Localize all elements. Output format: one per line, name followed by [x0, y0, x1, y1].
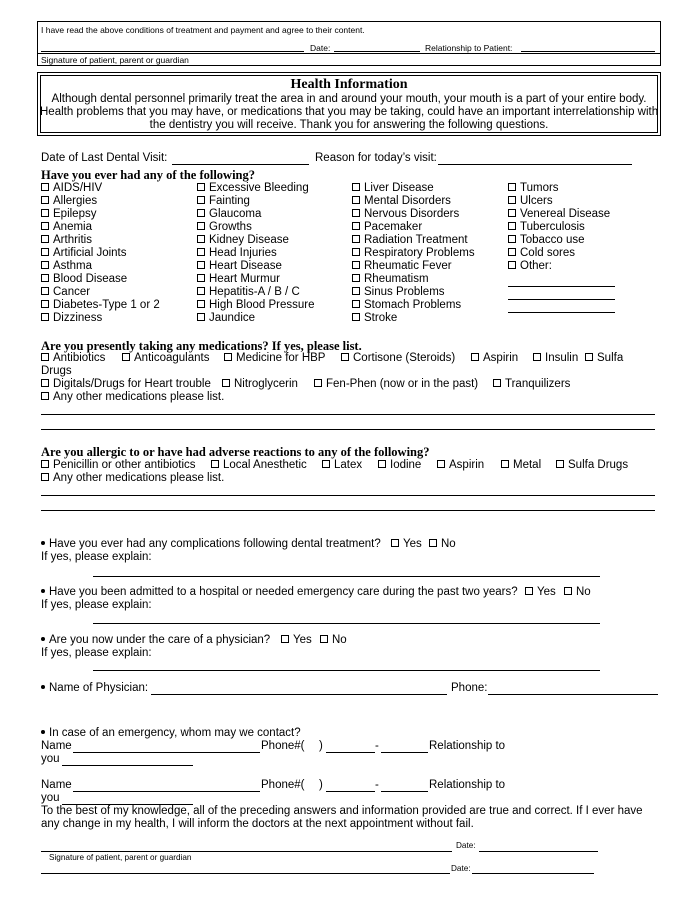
medication-label: Aspirin: [483, 352, 519, 364]
allergy-label: Iodine: [390, 459, 422, 471]
last-visit-field[interactable]: [172, 164, 309, 165]
medication-aspirin-checkbox[interactable]: [471, 352, 518, 364]
condition-diabetes-type-1-or-2-checkbox[interactable]: [41, 299, 160, 311]
emergency-question-text: In case of an emergency, whom may we contact?: [49, 727, 301, 739]
checkbox-icon[interactable]: [341, 353, 349, 361]
allergy-penicillin-or-other-antibiotics-checkbox[interactable]: [41, 459, 196, 471]
signature-label: Signature of patient, parent or guardian: [49, 853, 192, 862]
condition-label: Stomach Problems: [364, 299, 462, 311]
medication-cortisone-steroids-checkbox[interactable]: [341, 352, 455, 364]
condition-sinus-problems-checkbox[interactable]: [352, 286, 445, 298]
medication-label: Fen-Phen (now or in the past): [326, 378, 479, 390]
q2-explain-field[interactable]: [93, 623, 600, 624]
consent-statement: I have read the above conditions of treatment and payment and agree to their content.: [41, 25, 365, 35]
condition-ulcers-checkbox[interactable]: [508, 195, 553, 207]
checkbox-icon[interactable]: [41, 379, 49, 387]
health-info-intro-line-2: Health problems that you may have, or medications that you may be taking, could have an important interrelationship with: [40, 106, 659, 118]
declaration-line-1: To the best of my knowledge, all of the preceding answers and information provided are true and correct. If I ever have: [41, 805, 643, 817]
checkbox-icon[interactable]: [564, 587, 572, 595]
checkbox-icon[interactable]: [41, 392, 49, 400]
medication-label: Antibiotics: [53, 352, 106, 364]
condition-kidney-disease-checkbox[interactable]: [197, 234, 289, 246]
medication-other-label: Any other medications please list.: [53, 391, 225, 403]
checkbox-icon[interactable]: [378, 460, 386, 468]
q1-yes-checkbox[interactable]: [391, 538, 422, 550]
question-hospital: [41, 586, 518, 598]
checkbox-icon[interactable]: [508, 209, 516, 217]
condition-tumors-checkbox[interactable]: [508, 182, 559, 194]
contact-1-phone-dash: -: [375, 740, 379, 752]
contact-1-name-field[interactable]: [73, 752, 260, 753]
medication-label: Digitals/Drugs for Heart trouble: [53, 378, 211, 390]
medication-insulin-checkbox[interactable]: [533, 352, 578, 364]
condition-respiratory-problems-checkbox[interactable]: [352, 247, 475, 259]
condition-artificial-joints-checkbox[interactable]: [41, 247, 127, 259]
medication-sulfa-drugs-wrap: Drugs: [41, 365, 72, 377]
medication-nitroglycerin-checkbox[interactable]: [222, 378, 298, 390]
condition-label: Ulcers: [520, 195, 553, 207]
contact-1-relationship-label: Relationship to: [429, 740, 506, 752]
condition-pacemaker-checkbox[interactable]: [352, 221, 422, 233]
question-complications-text: Have you ever had any complications following dental treatment?: [49, 538, 381, 550]
contact-1-phone-line-field[interactable]: [381, 752, 428, 753]
condition-label: Blood Disease: [53, 273, 128, 285]
allergy-label: Local Anesthetic: [223, 459, 307, 471]
checkbox-icon[interactable]: [41, 313, 49, 321]
checkbox-icon[interactable]: [224, 353, 232, 361]
checkbox-icon[interactable]: [211, 460, 219, 468]
checkbox-icon[interactable]: [41, 196, 49, 204]
condition-excessive-bleeding-checkbox[interactable]: [197, 182, 309, 194]
q3-explain-label: If yes, please explain:: [41, 647, 152, 659]
checkbox-icon[interactable]: [41, 248, 49, 256]
condition-rheumatism-checkbox[interactable]: [352, 273, 429, 285]
allergy-aspirin-checkbox[interactable]: [437, 459, 484, 471]
condition-label: Cold sores: [520, 247, 575, 259]
physician-name-label-wrap: [41, 682, 148, 694]
checkbox-icon[interactable]: [429, 539, 437, 547]
contact-1-you-label: you: [41, 753, 60, 765]
condition-label: Hepatitis-A / B / C: [209, 286, 300, 298]
condition-growths-checkbox[interactable]: [197, 221, 252, 233]
q1-explain-label: If yes, please explain:: [41, 551, 152, 563]
condition-label: Liver Disease: [364, 182, 434, 194]
checkbox-icon[interactable]: [222, 379, 230, 387]
condition-label: Diabetes-Type 1 or 2: [53, 299, 160, 311]
condition-stomach-problems-checkbox[interactable]: [352, 299, 461, 311]
health-info-intro-line-3: the dentistry you will receive. Thank you for answering the following questions.: [149, 119, 549, 131]
medication-label: Medicine for HBP: [236, 352, 326, 364]
checkbox-icon[interactable]: [197, 287, 205, 295]
q2-explain-label: If yes, please explain:: [41, 599, 152, 611]
yes-label: Yes: [293, 634, 312, 646]
condition-label: Pacemaker: [364, 221, 423, 233]
condition-label: AIDS/HIV: [53, 182, 103, 194]
condition-jaundice-checkbox[interactable]: [197, 312, 255, 324]
q3-no-checkbox[interactable]: [320, 634, 347, 646]
contact-2-name-field[interactable]: [73, 791, 260, 792]
checkbox-icon[interactable]: [352, 300, 360, 308]
condition-asthma-checkbox[interactable]: [41, 260, 92, 272]
signature-1-date-field[interactable]: [479, 851, 598, 852]
medication-label: Insulin: [545, 352, 579, 364]
medication-fen-phen-now-or-in-the-past-checkbox[interactable]: [314, 378, 478, 390]
bullet-icon: [41, 685, 45, 689]
yes-label: Yes: [403, 538, 422, 550]
condition-label: Heart Murmur: [209, 273, 280, 285]
condition-label: Heart Disease: [209, 260, 282, 272]
condition-cold-sores-checkbox[interactable]: [508, 247, 575, 259]
condition-label: Radiation Treatment: [364, 234, 468, 246]
reason-field[interactable]: [438, 164, 632, 165]
bullet-icon: [41, 637, 45, 641]
signature-line-2[interactable]: [41, 873, 450, 874]
consent-date-label: Date:: [310, 43, 331, 53]
question-physician-care-text: Are you now under the care of a physician?: [49, 634, 271, 646]
allergy-label: Latex: [334, 459, 363, 471]
checkbox-icon[interactable]: [41, 209, 49, 217]
condition-glaucoma-checkbox[interactable]: [197, 208, 261, 220]
checkbox-icon[interactable]: [197, 235, 205, 243]
allergy-local-anesthetic-checkbox[interactable]: [211, 459, 307, 471]
checkbox-icon[interactable]: [525, 587, 533, 595]
condition-label: Rheumatism: [364, 273, 429, 285]
contact-2-phone-prefix-field[interactable]: [326, 791, 375, 792]
q2-no-checkbox[interactable]: [564, 586, 591, 598]
consent-divider: [37, 53, 661, 54]
condition-stroke-checkbox[interactable]: [352, 312, 397, 324]
physician-phone-field[interactable]: [488, 694, 658, 695]
no-label: No: [332, 634, 347, 646]
checkbox-icon[interactable]: [352, 248, 360, 256]
checkbox-icon[interactable]: [352, 222, 360, 230]
no-label: No: [441, 538, 456, 550]
checkbox-icon[interactable]: [41, 274, 49, 282]
condition-label: Epilepsy: [53, 208, 97, 220]
condition-arthritis-checkbox[interactable]: [41, 234, 92, 246]
condition-aids-hiv-checkbox[interactable]: [41, 182, 102, 194]
checkbox-icon[interactable]: [556, 460, 564, 468]
allergy-sulfa-drugs-checkbox[interactable]: [556, 459, 628, 471]
condition-label: High Blood Pressure: [209, 299, 315, 311]
other-condition-line-3[interactable]: [508, 312, 615, 313]
condition-label: Rheumatic Fever: [364, 260, 452, 272]
checkbox-icon[interactable]: [585, 353, 593, 361]
condition-label: Growths: [209, 221, 252, 233]
checkbox-icon[interactable]: [352, 274, 360, 282]
checkbox-icon[interactable]: [352, 235, 360, 243]
condition-other-checkbox[interactable]: [508, 260, 552, 272]
checkbox-icon[interactable]: [508, 196, 516, 204]
q3-explain-field[interactable]: [93, 670, 600, 671]
q1-explain-field[interactable]: [93, 576, 600, 577]
contact-1-relationship-field[interactable]: [62, 765, 193, 766]
contact-1-name-label: Name: [41, 740, 72, 752]
medication-label: Cortisone (Steroids): [353, 352, 456, 364]
condition-fainting-checkbox[interactable]: [197, 195, 250, 207]
checkbox-icon[interactable]: [197, 313, 205, 321]
medication-digitals-drugs-for-heart-trouble-checkbox[interactable]: [41, 378, 211, 390]
allergies-heading: Are you allergic to or have had adverse reactions to any of the following?: [41, 445, 430, 459]
condition-label: Dizziness: [53, 312, 103, 324]
checkbox-icon[interactable]: [197, 222, 205, 230]
condition-label: Mental Disorders: [364, 195, 451, 207]
condition-allergies-checkbox[interactable]: [41, 195, 97, 207]
contact-2-phone-label: Phone#(: [261, 779, 305, 791]
condition-venereal-disease-checkbox[interactable]: [508, 208, 610, 220]
condition-label: Jaundice: [209, 312, 256, 324]
checkbox-icon[interactable]: [533, 353, 541, 361]
condition-radiation-treatment-checkbox[interactable]: [352, 234, 468, 246]
checkbox-icon[interactable]: [41, 222, 49, 230]
condition-label: Tumors: [520, 182, 559, 194]
medication-label: Nitroglycerin: [234, 378, 298, 390]
question-complications: [41, 538, 381, 550]
checkbox-icon[interactable]: [493, 379, 501, 387]
condition-tuberculosis-checkbox[interactable]: [508, 221, 585, 233]
checkbox-icon[interactable]: [352, 196, 360, 204]
condition-label: Venereal Disease: [520, 208, 611, 220]
condition-label: Glaucoma: [209, 208, 262, 220]
yes-label: Yes: [537, 586, 556, 598]
allergy-iodine-checkbox[interactable]: [378, 459, 421, 471]
declaration-line-2: any change in my health, I will inform the doctors at the next appointment without fail.: [41, 818, 474, 830]
condition-tobacco-use-checkbox[interactable]: [508, 234, 585, 246]
condition-heart-murmur-checkbox[interactable]: [197, 273, 280, 285]
bullet-icon: [41, 589, 45, 593]
condition-head-injuries-checkbox[interactable]: [197, 247, 277, 259]
condition-label: Respiratory Problems: [364, 247, 475, 259]
condition-label: Cancer: [53, 286, 91, 298]
medication-sulfa-checkbox[interactable]: [585, 352, 623, 364]
medication-other-checkbox[interactable]: [41, 391, 224, 403]
consent-relationship-label: Relationship to Patient:: [425, 43, 513, 53]
condition-label: Kidney Disease: [209, 234, 289, 246]
allergy-metal-checkbox[interactable]: [501, 459, 541, 471]
checkbox-icon[interactable]: [41, 460, 49, 468]
condition-label: Tobacco use: [520, 234, 585, 246]
medication-anticoagulants-checkbox[interactable]: [122, 352, 209, 364]
health-info-intro-line-1: Although dental personnel primarily treat the area in and around your mouth, your mouth is a part of your entire body.: [51, 93, 647, 105]
contact-2-phone-dash: -: [375, 779, 379, 791]
bullet-icon: [41, 541, 45, 545]
consent-date-field[interactable]: [334, 51, 420, 52]
physician-name-label: Name of Physician:: [49, 682, 149, 694]
medication-label: Anticoagulants: [134, 352, 210, 364]
signature-line-1[interactable]: [41, 851, 452, 852]
condition-high-blood-pressure-checkbox[interactable]: [197, 299, 314, 311]
condition-label: Anemia: [53, 221, 92, 233]
condition-label: Other:: [520, 260, 552, 272]
consent-signature-label: Signature of patient, parent or guardian: [41, 55, 189, 65]
contact-1-phone-prefix-field[interactable]: [326, 752, 375, 753]
condition-dizziness-checkbox[interactable]: [41, 312, 102, 324]
condition-label: Artificial Joints: [53, 247, 127, 259]
contact-1-phone-label: Phone#(: [261, 740, 305, 752]
checkbox-icon[interactable]: [352, 313, 360, 321]
checkbox-icon[interactable]: [197, 196, 205, 204]
medication-tranquilizers-checkbox[interactable]: [493, 378, 570, 390]
checkbox-icon[interactable]: [197, 183, 205, 191]
checkbox-icon[interactable]: [352, 183, 360, 191]
medications-heading: Are you presently taking any medications? If yes, please list.: [41, 339, 362, 353]
condition-label: Fainting: [209, 195, 250, 207]
bullet-icon: [41, 730, 45, 734]
checkbox-icon[interactable]: [41, 353, 49, 361]
condition-label: Head Injuries: [209, 247, 277, 259]
checkbox-icon[interactable]: [352, 209, 360, 217]
checkbox-icon[interactable]: [352, 261, 360, 269]
physician-phone-label: Phone:: [451, 682, 488, 694]
checkbox-icon[interactable]: [122, 353, 130, 361]
contact-2-relationship-label: Relationship to: [429, 779, 506, 791]
q1-no-checkbox[interactable]: [429, 538, 456, 550]
condition-nervous-disorders-checkbox[interactable]: [352, 208, 459, 220]
physician-name-field[interactable]: [151, 694, 447, 695]
checkbox-icon[interactable]: [197, 261, 205, 269]
checkbox-icon[interactable]: [508, 261, 516, 269]
checkbox-icon[interactable]: [41, 235, 49, 243]
question-physician-care: [41, 634, 270, 646]
condition-mental-disorders-checkbox[interactable]: [352, 195, 451, 207]
checkbox-icon[interactable]: [197, 248, 205, 256]
medication-list-line-1[interactable]: [41, 414, 655, 415]
consent-relationship-field[interactable]: [521, 51, 655, 52]
emergency-question: [41, 727, 301, 739]
no-label: No: [576, 586, 591, 598]
condition-label: Tuberculosis: [520, 221, 585, 233]
medication-antibiotics-checkbox[interactable]: [41, 352, 105, 364]
condition-epilepsy-checkbox[interactable]: [41, 208, 96, 220]
checkbox-icon[interactable]: [41, 287, 49, 295]
last-visit-label: Date of Last Dental Visit:: [41, 152, 168, 164]
checkbox-icon[interactable]: [471, 353, 479, 361]
allergy-label: Penicillin or other antibiotics: [53, 459, 196, 471]
medication-label: Sulfa: [597, 352, 624, 364]
condition-hepatitis-a-b-c-checkbox[interactable]: [197, 286, 300, 298]
contact-1-phone-paren: ): [319, 740, 323, 752]
q3-yes-checkbox[interactable]: [281, 634, 312, 646]
medication-label: Tranquilizers: [505, 378, 571, 390]
contact-2-phone-paren: ): [319, 779, 323, 791]
condition-rheumatic-fever-checkbox[interactable]: [352, 260, 452, 272]
checkbox-icon[interactable]: [501, 460, 509, 468]
checkbox-icon[interactable]: [322, 460, 330, 468]
contact-2-phone-line-field[interactable]: [381, 791, 428, 792]
checkbox-icon[interactable]: [508, 183, 516, 191]
condition-cancer-checkbox[interactable]: [41, 286, 90, 298]
contact-2-name-label: Name: [41, 779, 72, 791]
conditions-heading: Have you ever had any of the following?: [41, 168, 256, 182]
medication-list-line-2[interactable]: [41, 429, 655, 430]
signature-2-date-label: Date:: [451, 864, 471, 873]
checkbox-icon[interactable]: [352, 287, 360, 295]
consent-signature-line[interactable]: [41, 51, 304, 52]
checkbox-icon[interactable]: [281, 635, 289, 643]
allergy-other-checkbox[interactable]: [41, 472, 224, 484]
checkbox-icon[interactable]: [197, 209, 205, 217]
checkbox-icon[interactable]: [437, 460, 445, 468]
checkbox-icon[interactable]: [391, 539, 399, 547]
allergy-other-label: Any other medications please list.: [53, 472, 225, 484]
condition-label: Nervous Disorders: [364, 208, 460, 220]
checkbox-icon[interactable]: [508, 235, 516, 243]
checkbox-icon[interactable]: [508, 222, 516, 230]
condition-label: Sinus Problems: [364, 286, 445, 298]
condition-liver-disease-checkbox[interactable]: [352, 182, 434, 194]
condition-label: Arthritis: [53, 234, 92, 246]
signature-2-date-field[interactable]: [472, 873, 594, 874]
checkbox-icon[interactable]: [41, 473, 49, 481]
contact-2-you-label: you: [41, 792, 60, 804]
allergy-label: Metal: [513, 459, 542, 471]
allergy-label: Aspirin: [449, 459, 485, 471]
checkbox-icon[interactable]: [197, 274, 205, 282]
checkbox-icon[interactable]: [508, 248, 516, 256]
checkbox-icon[interactable]: [41, 261, 49, 269]
checkbox-icon[interactable]: [41, 300, 49, 308]
allergy-list-line-1[interactable]: [41, 495, 655, 496]
checkbox-icon[interactable]: [314, 379, 322, 387]
condition-heart-disease-checkbox[interactable]: [197, 260, 282, 272]
condition-label: Allergies: [53, 195, 98, 207]
other-condition-line-2[interactable]: [508, 299, 615, 300]
medication-medicine-for-hbp-checkbox[interactable]: [224, 352, 325, 364]
checkbox-icon[interactable]: [41, 183, 49, 191]
condition-blood-disease-checkbox[interactable]: [41, 273, 127, 285]
condition-label: Stroke: [364, 312, 398, 324]
reason-label: Reason for today’s visit:: [315, 152, 437, 164]
checkbox-icon[interactable]: [197, 300, 205, 308]
allergy-list-line-2[interactable]: [41, 510, 655, 511]
condition-anemia-checkbox[interactable]: [41, 221, 92, 233]
allergy-latex-checkbox[interactable]: [322, 459, 362, 471]
other-condition-line-1[interactable]: [508, 286, 615, 287]
checkbox-icon[interactable]: [320, 635, 328, 643]
allergy-label: Sulfa Drugs: [568, 459, 629, 471]
question-hospital-text: Have you been admitted to a hospital or needed emergency care during the past two years?: [49, 586, 518, 598]
health-info-title: Health Information: [290, 77, 408, 92]
signature-1-date-label: Date:: [456, 841, 476, 850]
q2-yes-checkbox[interactable]: [525, 586, 556, 598]
condition-label: Asthma: [53, 260, 92, 272]
condition-label: Excessive Bleeding: [209, 182, 309, 194]
